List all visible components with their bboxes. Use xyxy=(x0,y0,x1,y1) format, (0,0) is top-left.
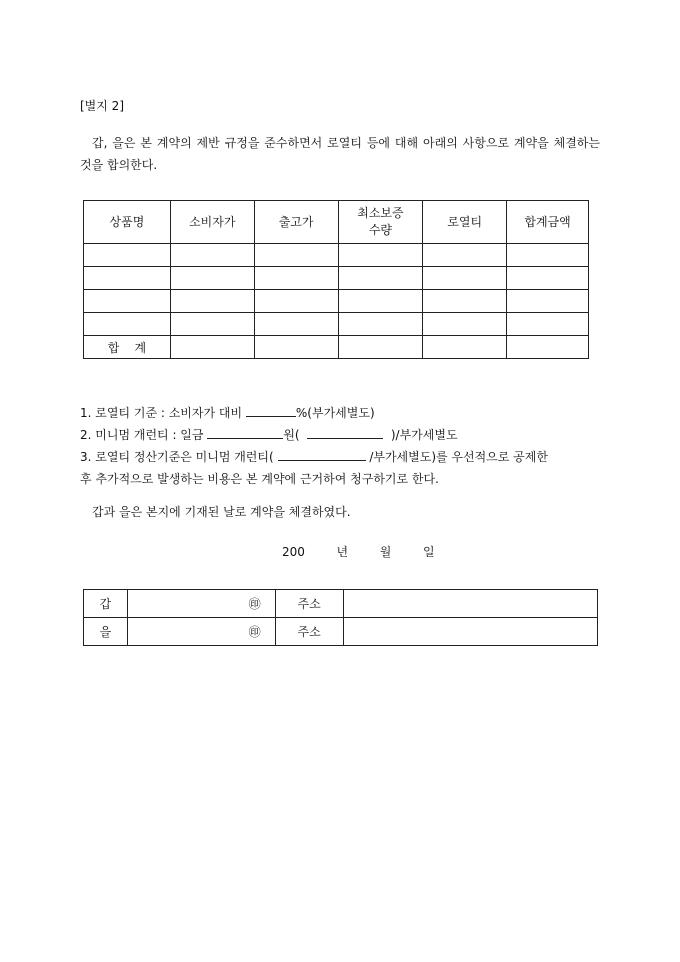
table-cell[interactable] xyxy=(84,313,171,336)
table-cell[interactable] xyxy=(423,267,507,290)
table-cell[interactable] xyxy=(170,290,254,313)
table-cell[interactable] xyxy=(170,244,254,267)
party-b-address-label: 주소 xyxy=(275,618,343,646)
term-2-mid: 원( xyxy=(283,428,308,442)
total-row xyxy=(84,336,589,359)
table-cell[interactable] xyxy=(338,313,423,336)
table-cell[interactable] xyxy=(84,267,171,290)
term-2-suffix: )/부가세별도 xyxy=(383,428,458,442)
table-cell[interactable] xyxy=(507,336,589,359)
header-product-name: 상품명 xyxy=(84,201,171,244)
table-header-row xyxy=(84,201,589,244)
header-total-amount: 합계금액 xyxy=(507,201,589,244)
minimum-amount-blank[interactable] xyxy=(207,425,283,439)
signature-table xyxy=(83,589,598,646)
party-a-address-label: 주소 xyxy=(275,590,343,618)
party-b-label: 을 xyxy=(84,618,128,646)
table-cell[interactable] xyxy=(84,290,171,313)
table-cell[interactable] xyxy=(170,313,254,336)
table-row xyxy=(84,267,589,290)
signature-row-party-b xyxy=(84,618,598,646)
table-cell[interactable] xyxy=(254,313,338,336)
closing-paragraph: 갑과 을은 본지에 기재된 날로 계약을 체결하였다. xyxy=(92,505,351,519)
term-1-suffix: %(부가세별도) xyxy=(295,406,375,420)
attachment-label: [별지 2] xyxy=(80,99,124,113)
date-line: 200 년 월 일 xyxy=(282,545,435,559)
table-cell[interactable] xyxy=(254,244,338,267)
term-item-1 xyxy=(80,402,602,424)
product-table xyxy=(83,200,589,359)
settlement-blank[interactable] xyxy=(278,447,366,461)
term-item-2 xyxy=(80,424,602,446)
table-cell[interactable] xyxy=(507,267,589,290)
term-2-text: 2. 미니멈 개런티 : 일금 xyxy=(80,428,208,442)
total-label: 합 계 xyxy=(84,336,171,359)
royalty-rate-blank[interactable] xyxy=(246,403,296,417)
table-row xyxy=(84,290,589,313)
table-cell[interactable] xyxy=(170,267,254,290)
table-cell[interactable] xyxy=(254,336,338,359)
table-cell[interactable] xyxy=(338,290,423,313)
table-cell[interactable] xyxy=(507,313,589,336)
header-royalty: 로열티 xyxy=(423,201,507,244)
signature-row-party-a xyxy=(84,590,598,618)
party-a-address-field[interactable] xyxy=(343,590,597,618)
term-item-3-line-2: 후 추가적으로 발생하는 비용은 본 계약에 근거하여 청구하기로 한다. xyxy=(80,472,439,486)
header-factory-price: 출고가 xyxy=(254,201,338,244)
party-b-address-field[interactable] xyxy=(343,618,597,646)
table-cell[interactable] xyxy=(84,244,171,267)
header-consumer-price: 소비자가 xyxy=(170,201,254,244)
term-item-3 xyxy=(80,446,602,468)
table-cell[interactable] xyxy=(254,290,338,313)
table-cell[interactable] xyxy=(254,267,338,290)
minimum-amount-words-blank[interactable] xyxy=(307,425,383,439)
table-cell[interactable] xyxy=(507,290,589,313)
header-min-guarantee-qty: 최소보증 수량 xyxy=(338,201,423,244)
table-cell[interactable] xyxy=(338,336,423,359)
table-cell[interactable] xyxy=(338,244,423,267)
party-b-seal[interactable]: ㊞ xyxy=(127,618,275,646)
table-cell[interactable] xyxy=(423,290,507,313)
table-cell[interactable] xyxy=(170,336,254,359)
table-cell[interactable] xyxy=(507,244,589,267)
table-cell[interactable] xyxy=(423,313,507,336)
table-row xyxy=(84,244,589,267)
term-3-text: 3. 로열티 정산기준은 미니멈 개런티( xyxy=(80,450,278,464)
party-a-label: 갑 xyxy=(84,590,128,618)
party-a-seal[interactable]: ㊞ xyxy=(127,590,275,618)
terms-list xyxy=(80,402,602,490)
table-cell[interactable] xyxy=(338,267,423,290)
table-cell[interactable] xyxy=(423,336,507,359)
table-cell[interactable] xyxy=(423,244,507,267)
intro-paragraph: 갑, 을은 본 계약의 제반 규정을 준수하면서 로열티 등에 대해 아래의 사항으로 계약을 체결하는 것을 합의한다. xyxy=(80,136,600,172)
term-3-suffix: /부가세별도)를 우선적으로 공제한 xyxy=(365,450,548,464)
term-1-text: 1. 로열티 기준 : 소비자가 대비 xyxy=(80,406,246,420)
table-row xyxy=(84,313,589,336)
